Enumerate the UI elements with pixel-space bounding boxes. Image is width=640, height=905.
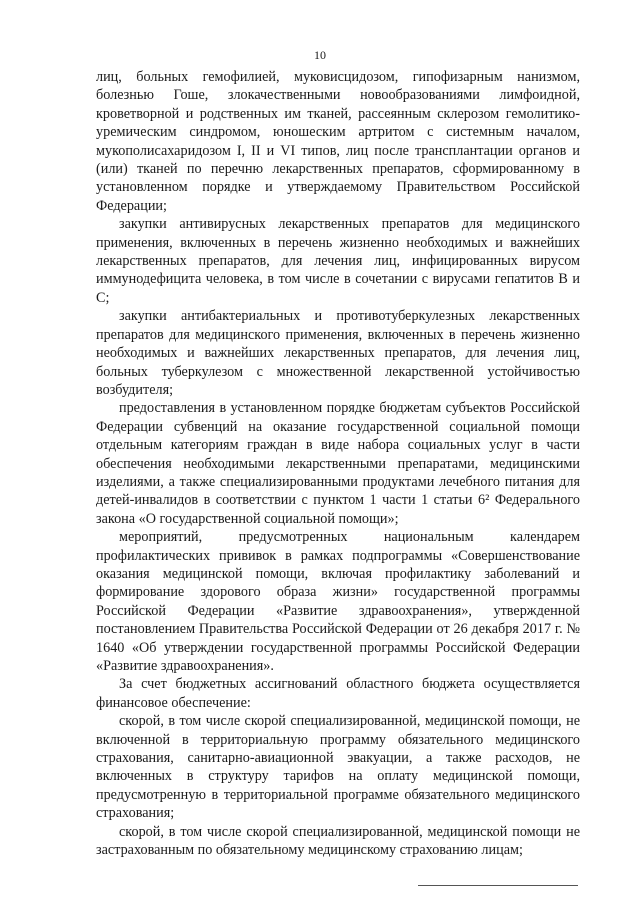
page-number: 10 <box>314 48 326 62</box>
document-body <box>96 68 580 859</box>
paragraph-vaccination-calendar: мероприятий, предусмотренных национальным календарем профилактических прививок в рамках подпрограммы «Совершенствование оказания медицинской помощи, включая профилактику заболеваний и формирование здорового образа жизни» государственной программы Российской Федерации «Развитие здравоохранения», утвержденной постановлением Правительства Российской Федерации от 26 декабря 2017 г. № 1640 «Об утверждении государственной программы Российской Федерации «Развитие здравоохранения». <box>96 529 580 674</box>
paragraph-antibacterial-procurement: закупки антибактериальных и противотуберкулезных лекарственных препаратов для медицинского применения, включенных в перечень жизненно необходимых и важнейших лекарственных препаратов, для лечения лиц, больных туберкулезом с множественной лекарственной устойчивостью возбудителя; <box>96 308 580 398</box>
paragraph-emergency-care-uninsured: скорой, в том числе скорой специализированной, медицинской помощи не застрахованным по обязательному медицинскому страхованию лицам; <box>96 823 580 859</box>
paragraph-rare-diseases-continuation: лиц, больных гемофилией, муковисцидозом, гипофизарным нанизмом, болезнью Гоше, злокачественными новообразованиями лимфоидной, кроветворной и родственных им тканей, рассеянным склерозом гемолитико-уремическим синдромом, юношеским артритом с системным началом, мукополисахаридозом I, II и VI типов, лиц после трансплантации органов и (или) тканей по перечню лекарственных препаратов, сформированному в установленном порядке и утверждаемому Правительством Российской Федерации; <box>96 69 580 214</box>
paragraph-regional-budget-intro: За счет бюджетных ассигнований областного бюджета осуществляется финансовое обеспечение: <box>96 676 580 711</box>
paragraph-antiviral-procurement: закупки антивирусных лекарственных препаратов для медицинского применения, включенных в перечень жизненно необходимых и важнейших лекарственных препаратов, для лечения лиц, инфицированных вирусом иммунодефицита человека, в том числе в сочетании с вирусами гепатитов В и С; <box>96 216 580 306</box>
footer-divider <box>418 885 578 886</box>
paragraph-emergency-care-not-included: скорой, в том числе скорой специализированной, медицинской помощи, не включенной в территориальную программу обязательного медицинского страхования, санитарно-авиационной эвакуации, а также расходов, не включенных в структуру тарифов на оплату медицинской помощи, предусмотренную в территориальной программе обязательного медицинского страхования; <box>96 713 580 822</box>
paragraph-subventions: предоставления в установленном порядке бюджетам субъектов Российской Федерации субвенций на оказание государственной социальной помощи отдельным категориям граждан в виде набора социальных услуг в части обеспечения необходимыми лекарственными препаратами, медицинскими изделиями, а также специализированными продуктами лечебного питания для детей-инвалидов в соответствии с пунктом 1 части 1 статьи 6² Федерального закона «О государственной социальной помощи»; <box>96 400 580 527</box>
